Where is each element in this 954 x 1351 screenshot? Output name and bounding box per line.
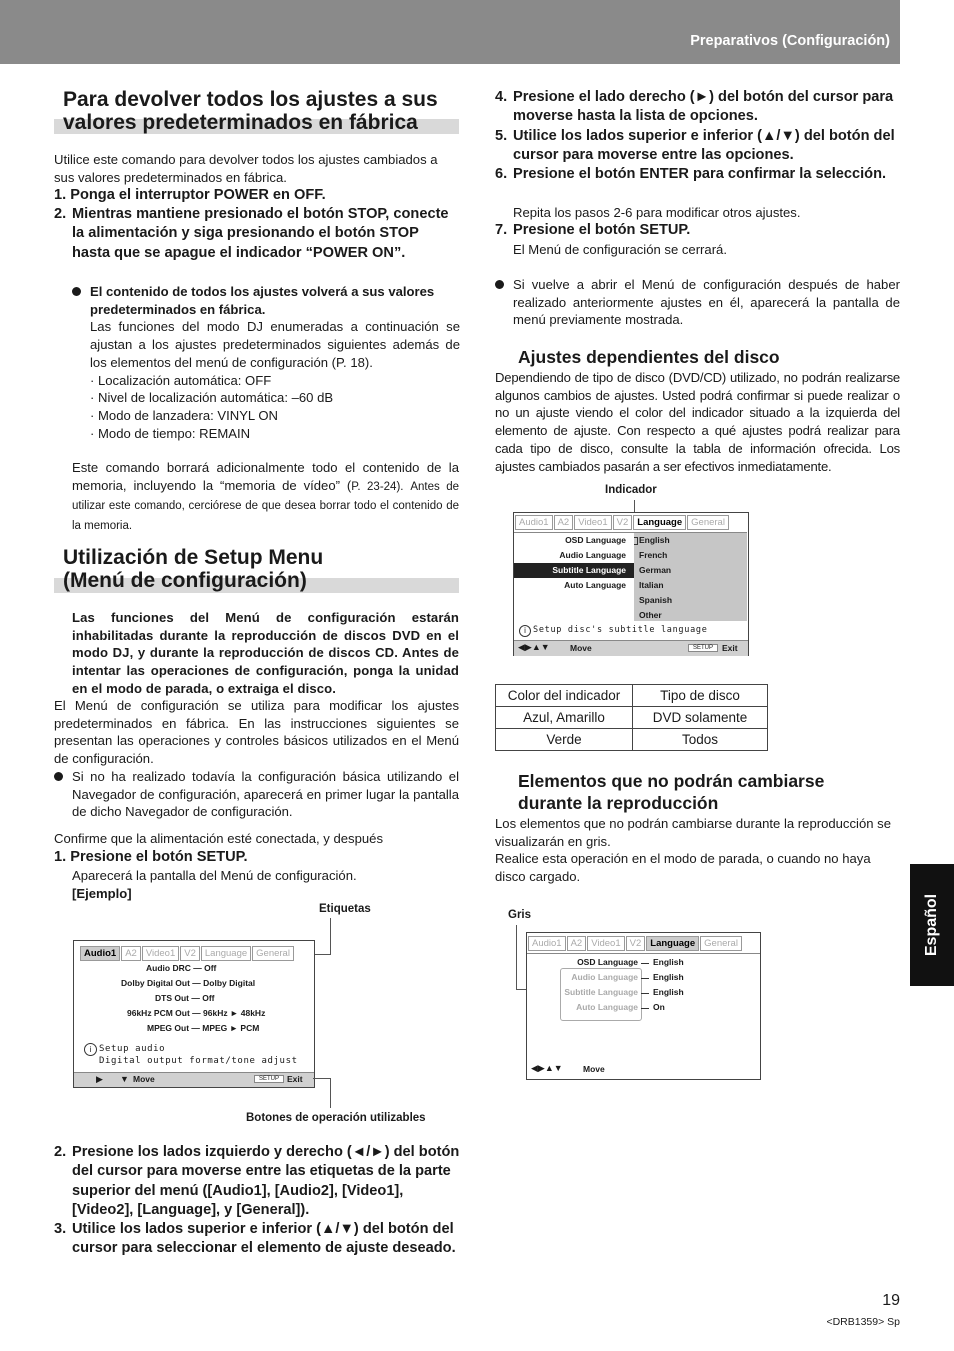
info-line-2: Digital output format/tone adjust: [99, 1056, 298, 1066]
section-title: Preparativos (Configuración): [690, 33, 890, 49]
setup-step-6-text: Presione el botón ENTER para confirmar la selección.: [513, 166, 887, 182]
setup-bullet: [54, 768, 459, 821]
exit-label: Exit: [722, 643, 738, 653]
tab-language[interactable]: Language: [201, 946, 251, 961]
setup-bullet-2: [495, 276, 900, 329]
table-cell: Azul, Amarillo: [496, 707, 633, 729]
value-connector: [641, 963, 649, 964]
tab-video2[interactable]: V2: [613, 515, 633, 530]
menu-item[interactable]: OSD Language: [577, 957, 638, 967]
dj-item: · Modo de lanzadera: VINYL ON: [90, 407, 279, 423]
setup-step-2-text: Presione los lados izquierdo y derecho (◄/►) del botón del cursor para moverse entre las etiquetas de la parte superior del menú ([Audio1], [Audio2], [Video1], [Video2], [Language], y [General]).: [72, 1144, 460, 1218]
tab-audio2[interactable]: A2: [121, 946, 141, 961]
panel-divider: [527, 953, 760, 954]
setup-intro: El Menú de configuración se utiliza para modificar los ajustes predeterminados en fábrica. En las instrucciones siguientes se presentan las operaciones y controles básicos utilizados en el Menú de configuración.: [54, 698, 459, 767]
setup-menu-screen-language: [513, 512, 749, 656]
operation-bar: [514, 640, 748, 656]
indicator-callout-label: Indicador: [605, 484, 657, 496]
setup-menu-screen-grayed: [526, 932, 761, 1080]
tab-video1[interactable]: Video1: [587, 936, 624, 951]
playback-title-line2: durante la reproducción: [518, 793, 719, 813]
page-header-bar: [0, 0, 900, 64]
playback-text-2: Realice esta operación en el modo de parada, o cuando no haya disco cargado.: [495, 851, 871, 884]
tab-general[interactable]: General: [700, 936, 742, 951]
setup-step-4: [495, 88, 900, 127]
menu-item[interactable]: 96kHz PCM Out — 96kHz ► 48kHz: [127, 1008, 266, 1018]
tab-audio1[interactable]: Audio1: [528, 936, 566, 951]
setup-menu-screen-example: [73, 940, 315, 1088]
setup-heading: [54, 546, 459, 592]
step-number: 2.: [54, 206, 67, 222]
tabs-callout-label: Etiquetas: [319, 903, 371, 915]
setup-step-4-text: Presione el lado derecho (►) del botón del cursor para moverse hasta la lista de opciones.: [513, 89, 894, 125]
tab-general[interactable]: General: [252, 946, 294, 961]
menu-item-disabled: Auto Language: [576, 1002, 638, 1012]
memory-text-a: Este comando borrará adicionalmente todo el contenido de la memoria, incluyendo la “memoria de vídeo” (: [72, 460, 459, 493]
reset-step-2: [54, 205, 460, 263]
page-number: 19: [882, 1292, 900, 1309]
menu-item-disabled: Subtitle Language: [564, 987, 638, 997]
step-number: 5.: [495, 128, 508, 144]
bullet-dot: [495, 280, 504, 289]
option-item[interactable]: English: [639, 535, 670, 545]
memory-text-b: Antes de utilizar este comando, cerciórese de que desea borrar todo el contenido de la memoria.: [72, 480, 459, 533]
setup-bullet-2-text: Si vuelve a abrir el Menú de configuración después de haber realizado anteriormente ajustes en él, aparecerá la pantalla de menú previamente mostrada.: [513, 277, 900, 328]
dj-item: · Localización automática: OFF: [90, 372, 272, 388]
setting-value: English: [653, 972, 684, 982]
menu-item[interactable]: Auto Language: [564, 580, 626, 590]
table-cell: DVD solamente: [633, 707, 768, 729]
table-header-cell: Color del indicador: [496, 685, 633, 707]
info-icon: i: [519, 625, 531, 637]
setup-step-6: [495, 165, 900, 184]
move-label: Move: [133, 1074, 155, 1084]
reset-title-line1: Para devolver todos los ajustes a sus: [63, 88, 438, 111]
option-item[interactable]: Spanish: [639, 595, 673, 605]
setup-step-5-text: Utilice los lados superior e inferior (▲/▼) del botón del cursor para moverse entre las opciones.: [513, 128, 895, 164]
tab-video1[interactable]: Video1: [142, 946, 179, 961]
disc-settings-title: Ajustes dependientes del disco: [518, 347, 780, 367]
value-connector: [641, 978, 649, 979]
table-cell: Verde: [496, 729, 633, 751]
menu-tab-row: [515, 515, 730, 530]
playback-title-line1: Elementos que no podrán cambiarse: [518, 771, 825, 791]
reset-step-1: 1. Ponga el interruptor POWER en OFF.: [54, 187, 326, 203]
info-icon: i: [84, 1043, 97, 1056]
setup-title-line2: (Menú de configuración): [63, 569, 307, 592]
indicator-color-table: [495, 684, 768, 751]
reset-memory-note: [72, 459, 459, 536]
reset-step-2-text: Mientras mantiene presionado el botón STOP, conecte la alimentación y siga presionando el botón STOP hasta que se apague el indicador “POWER ON”.: [72, 206, 449, 261]
info-line-1: Setup audio: [99, 1044, 166, 1054]
setting-value: On: [653, 1002, 665, 1012]
cursor-arrows-icon: ◀▶▲▼: [531, 1063, 563, 1073]
setting-value: English: [653, 987, 684, 997]
menu-item-selected[interactable]: Subtitle Language: [552, 565, 626, 575]
info-line: Setup disc's subtitle language: [533, 625, 708, 635]
setup-title-line1: Utilización de Setup Menu: [63, 546, 324, 569]
setup-button-icon[interactable]: SETUP: [688, 644, 718, 652]
cursor-right-icon: ▶: [96, 1074, 103, 1084]
menu-item[interactable]: OSD Language: [565, 535, 626, 545]
move-label: Move: [583, 1064, 605, 1074]
option-item[interactable]: German: [639, 565, 672, 575]
setup-step-7: [495, 221, 900, 240]
setup-step-3: [54, 1220, 460, 1259]
move-label: Move: [570, 643, 592, 653]
indicator-mark: [634, 537, 638, 545]
tab-audio1[interactable]: Audio1: [80, 946, 120, 961]
reset-heading: [54, 88, 459, 134]
example-label: [Ejemplo]: [72, 886, 132, 901]
playback-text-1: Los elementos que no podrán cambiarse durante la reproducción se visualizarán en gris.: [495, 816, 891, 849]
exit-label: Exit: [287, 1074, 303, 1084]
language-side-tab: [910, 864, 954, 986]
buttons-callout-label: Botones de operación utilizables: [246, 1112, 426, 1124]
menu-tab-row: [528, 936, 743, 951]
reset-title-line2: valores predeterminados en fábrica: [63, 111, 418, 134]
tab-video1[interactable]: Video1: [574, 515, 611, 530]
option-item[interactable]: Other: [639, 610, 662, 620]
setup-step-7-sub: El Menú de configuración se cerrará.: [513, 242, 727, 257]
table-cell: Todos: [633, 729, 768, 751]
value-connector: [641, 993, 649, 994]
bullet-dot: [72, 287, 81, 296]
bullet-dot: [54, 772, 63, 781]
option-item[interactable]: Italian: [639, 580, 664, 590]
menu-item[interactable]: Audio DRC — Off: [146, 963, 217, 973]
dj-item: · Modo de tiempo: REMAIN: [90, 425, 251, 441]
dj-item: · Nivel de localización automática: –60 dB: [90, 390, 334, 406]
tab-video2[interactable]: V2: [626, 936, 646, 951]
setting-value: English: [653, 957, 684, 967]
callout-line: [330, 918, 331, 954]
option-item[interactable]: French: [639, 550, 668, 560]
tab-language[interactable]: Language: [633, 515, 686, 530]
setup-step-2: [54, 1143, 460, 1220]
cursor-down-icon: ▼: [120, 1074, 129, 1084]
table-row: [496, 707, 768, 729]
tab-audio2[interactable]: A2: [567, 936, 587, 951]
value-connector: [641, 1008, 649, 1009]
callout-line: [313, 1078, 331, 1079]
table-header-row: [496, 685, 768, 707]
menu-tab-row: [80, 946, 295, 961]
gray-callout-label: Gris: [508, 909, 532, 921]
operation-bar: [74, 1072, 314, 1087]
table-header-cell: Tipo de disco: [633, 685, 768, 707]
tab-language[interactable]: Language: [646, 936, 699, 951]
setup-warning: Las funciones del Menú de configuración estarán inhabilitadas durante la reproducción de discos DVD en el modo DJ, y durante la reproducción de discos CD. Antes de intentar las operaciones de configuración, ponga la unidad en el modo de parada, o extraiga el disco.: [72, 610, 459, 696]
menu-item[interactable]: Audio Language: [559, 550, 626, 560]
setup-step-5: [495, 127, 900, 166]
table-row: [496, 729, 768, 751]
callout-line: [330, 1078, 331, 1108]
tab-video2[interactable]: V2: [180, 946, 200, 961]
callout-line: [314, 954, 331, 955]
setup-bullet-text: Si no ha realizado todavía la configuración básica utilizando el Navegador de configuración, aparecerá en primer lugar la pantalla de dicho Navegador de configuración.: [72, 769, 459, 820]
memory-page-ref: P. 23-24).: [351, 480, 404, 493]
reset-bullet-bold: El contenido de todos los ajustes volverá a sus valores predeterminados en fábrica.: [90, 284, 435, 317]
setup-step-3-text: Utilice los lados superior e inferior (▲/▼) del botón del cursor para seleccionar el elemento de ajuste deseado.: [72, 1221, 456, 1257]
playback-title: [518, 770, 824, 814]
disc-settings-text: Dependiendo de tipo de disco (DVD/CD) utilizado, no podrán realizarse algunos cambios de ajustes. Usted podrá confirmar si puede realizar o no un ajuste viendo el color del indicador situado a la izquierda del elemento de ajuste. Con respecto a qué ajustes podrá realizar para cada tipo de disco, consulte la tabla de información ofrecida. Los ajustes cambiados pasarán a ser efectivos inmediatamente.: [495, 370, 900, 474]
setup-button-icon[interactable]: SETUP: [254, 1075, 284, 1083]
tab-audio2[interactable]: A2: [554, 515, 574, 530]
step-number: 2.: [54, 1144, 67, 1160]
step-number: 6.: [495, 166, 508, 182]
document-code: <DRB1359> Sp: [826, 1316, 900, 1328]
setup-step-6-sub: Repita los pasos 2-6 para modificar otros ajustes.: [513, 205, 801, 220]
step-number: 3.: [54, 1221, 67, 1237]
menu-item-disabled: Audio Language: [571, 972, 638, 982]
callout-line: [516, 925, 517, 989]
tab-general[interactable]: General: [687, 515, 729, 530]
step-number: 4.: [495, 89, 508, 105]
setup-step-1: 1. Presione el botón SETUP.: [54, 849, 248, 865]
step-number: 7.: [495, 222, 508, 238]
reset-intro: Utilice este comando para devolver todos los ajustes cambiados a sus valores predeterminados en fábrica.: [54, 152, 438, 185]
menu-item[interactable]: DTS Out — Off: [155, 993, 215, 1003]
language-tab-label: Español: [923, 893, 940, 957]
setup-confirm: Confirme que la alimentación esté conectada, y después: [54, 831, 383, 846]
tab-audio1[interactable]: Audio1: [515, 515, 553, 530]
menu-item[interactable]: MPEG Out — MPEG ► PCM: [147, 1023, 260, 1033]
reset-bullet-text: Las funciones del modo DJ enumeradas a continuación se ajustan a los ajustes predeterminados siguientes además de los elementos del menú de configuración (P. 18).: [90, 319, 460, 370]
reset-bullet: [72, 283, 460, 442]
setup-step-1-sub: Aparecerá la pantalla del Menú de configuración.: [72, 868, 357, 883]
setup-step-7-text: Presione el botón SETUP.: [513, 222, 691, 238]
cursor-arrows-icon: ◀▶▲▼: [518, 642, 550, 652]
menu-item[interactable]: Dolby Digital Out — Dolby Digital: [121, 978, 256, 988]
